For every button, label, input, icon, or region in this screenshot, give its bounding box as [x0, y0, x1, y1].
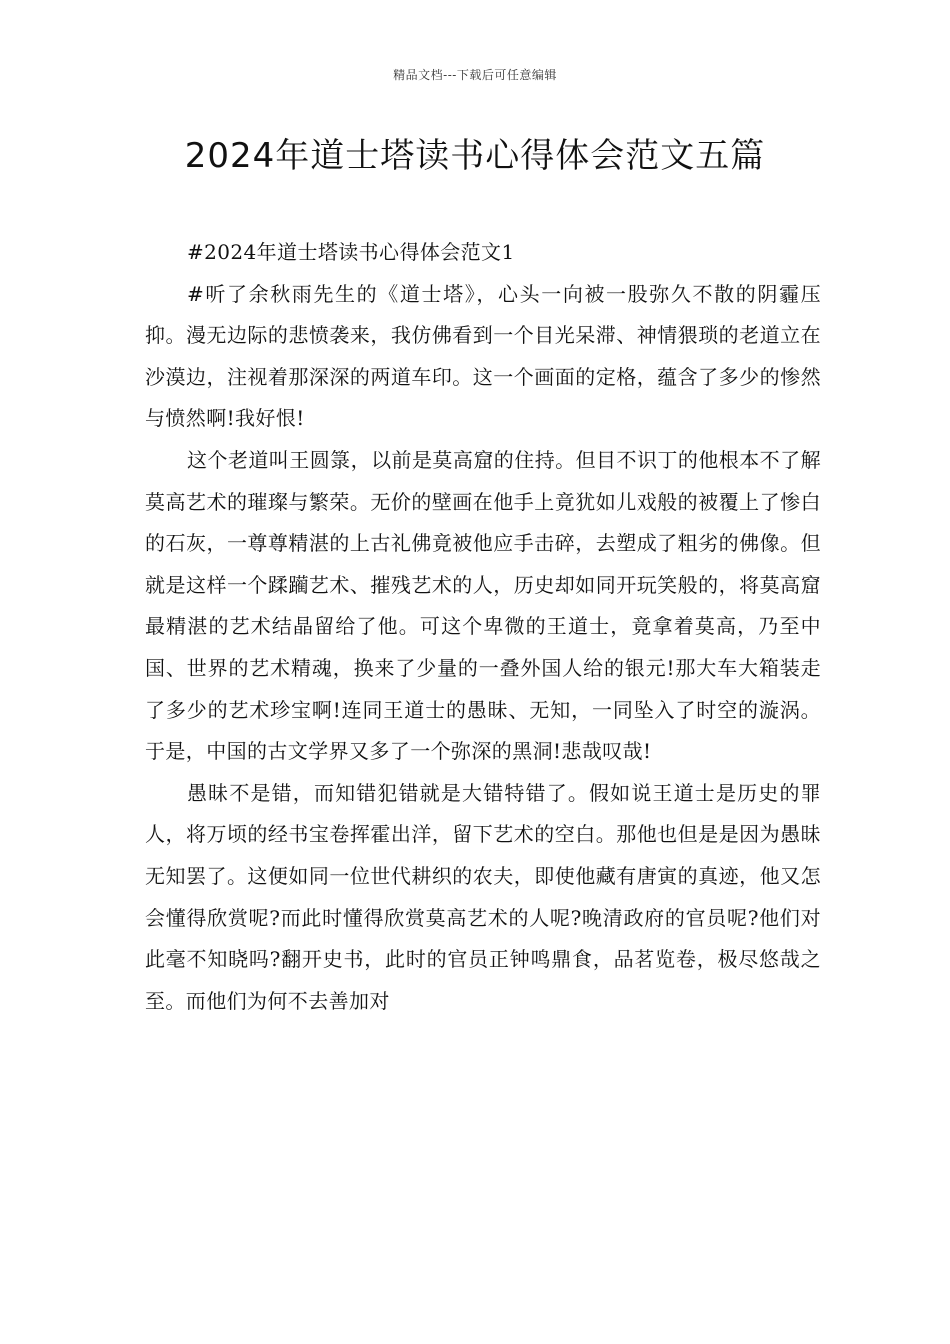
- paragraph: #听了余秋雨先生的《道士塔》，心头一向被一股弥久不散的阴霾压抑。漫无边际的悲愤袭来，我仿佛看到一个目光呆滞、神情猥琐的老道立在沙漠边，注视着那深深的两道车印。这一个画面的定格，蕴含了多少的惨然与愤然啊!我好恨!: [145, 281, 821, 431]
- paragraph: 愚昧不是错，而知错犯错就是大错特错了。假如说王道士是历史的罪人，将万顷的经书宝卷挥霍出洋，留下艺术的空白。那他也但是是因为愚昧无知罢了。这便如同一位世代耕织的农夫，即使他藏有唐寅的真迹，他又怎会懂得欣赏呢?而此时懂得欣赏莫高艺术的人呢?晚清政府的官员呢?他们对此毫不知晓吗?翻开史书，此时的官员正钟鸣鼎食，品茗览卷，极尽悠哉之至。而他们为何不去善加对: [145, 780, 821, 1013]
- paragraph: 这个老道叫王圆箓，以前是莫高窟的住持。但目不识丁的他根本不了解莫高艺术的璀璨与繁荣。无价的壁画在他手上竟犹如儿戏般的被覆上了惨白的石灰，一尊尊精湛的上古礼佛竟被他应手击碎，去塑成了粗劣的佛像。但就是这样一个蹂躏艺术、摧残艺术的人，历史却如同开玩笑般的，将莫高窟最精湛的艺术结晶留给了他。可这个卑微的王道士，竟拿着莫高，乃至中国、世界的艺术精魂，换来了少量的一叠外国人给的银元!那大车大箱装走了多少的艺术珍宝啊!连同王道士的愚昧、无知，一同坠入了时空的漩涡。于是，中国的古文学界又多了一个弥深的黑洞!悲哉叹哉!: [145, 447, 821, 764]
- document-title: 2024年道士塔读书心得体会范文五篇: [184, 136, 766, 176]
- document-body: [145, 232, 821, 1022]
- header-note: 精品文档---下载后可任意编辑: [393, 68, 557, 82]
- paragraph-subheading: #2024年道士塔读书心得体会范文1: [187, 240, 515, 264]
